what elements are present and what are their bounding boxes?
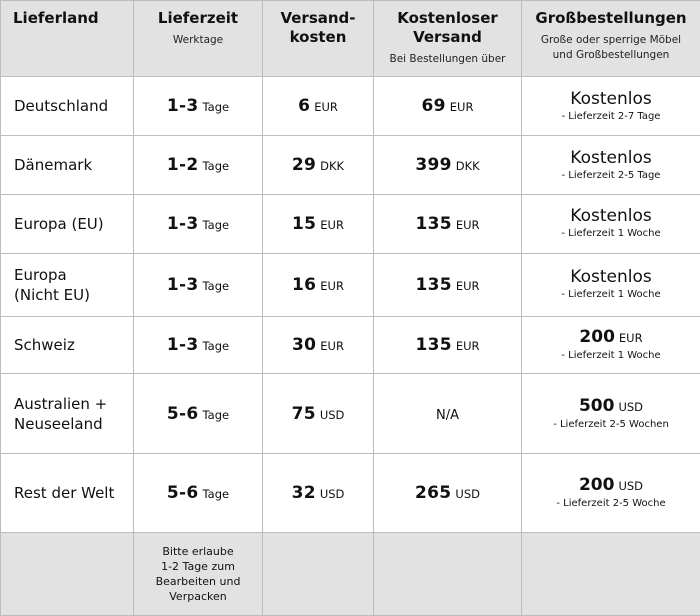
free-shipping-threshold: 69 [421, 96, 446, 117]
bulk-price [522, 396, 700, 417]
shipping-cost: 32 [291, 483, 316, 504]
delivery-unit: Tage [202, 100, 230, 115]
bulk-cell [522, 194, 700, 253]
delivery-days: 1-3 [166, 96, 199, 117]
delivery-cell [134, 373, 263, 454]
shipping-currency: EUR [320, 278, 344, 293]
delivery-cell [134, 316, 263, 373]
country-name: Australien + [14, 394, 108, 413]
shipping-cell [263, 254, 374, 316]
country-cell [1, 254, 134, 316]
processing-note-line2: 1-2 Tage zum [161, 560, 235, 573]
delivery-cell [134, 454, 263, 533]
header-shipping-title-line1: Versand- [280, 9, 356, 27]
header-free [374, 1, 522, 77]
bulk-delivery-time: - Lieferzeit 1 Woche [561, 228, 661, 240]
footer-empty-cell [374, 533, 522, 616]
footer-empty-cell [522, 533, 700, 616]
processing-note-line3: Bearbeiten und [155, 575, 241, 588]
delivery-cell [134, 77, 263, 136]
free-shipping-currency: USD [455, 487, 480, 502]
free-shipping-cell [374, 373, 522, 454]
country-cell [1, 373, 134, 454]
bulk-price: Kostenlos [570, 267, 652, 288]
delivery-unit: Tage [202, 487, 230, 502]
delivery-days: 5-6 [166, 483, 199, 504]
shipping-cell [263, 454, 374, 533]
shipping-cell [263, 77, 374, 136]
header-bulk-sub-line1: Große oder sperrige Möbel [540, 34, 682, 46]
delivery-days: 1-3 [166, 274, 199, 295]
footer-note-cell [134, 533, 263, 616]
header-shipping [263, 1, 374, 77]
table-row [1, 373, 700, 454]
bulk-price-value: 500 [578, 395, 615, 416]
header-country-title: Lieferland [13, 9, 99, 27]
country-name-line2: (Nicht EU) [14, 285, 90, 304]
free-shipping-currency: DKK [455, 159, 480, 174]
free-shipping-threshold: 399 [415, 155, 452, 176]
free-shipping-threshold: 265 [415, 483, 452, 504]
footer-empty-cell [1, 533, 134, 616]
shipping-cost: 29 [291, 155, 317, 176]
bulk-delivery-time: - Lieferzeit 2-5 Wochen [553, 418, 669, 430]
delivery-unit: Tage [202, 338, 230, 353]
bulk-delivery-time: - Lieferzeit 2-7 Tage [561, 110, 661, 122]
shipping-currency: USD [319, 407, 345, 422]
free-shipping-cell [374, 77, 522, 136]
delivery-unit: Tage [202, 278, 230, 293]
country-cell [1, 136, 134, 194]
header-delivery-title: Lieferzeit [157, 9, 239, 27]
header-free-title [374, 9, 521, 47]
shipping-currency: EUR [314, 100, 338, 115]
bulk-price-value: 200 [578, 475, 615, 496]
free-shipping-currency: EUR [455, 278, 480, 293]
country-cell [1, 316, 134, 373]
table-row [1, 454, 700, 533]
bulk-cell [522, 316, 700, 373]
free-shipping-cell [374, 316, 522, 373]
header-bulk-sub-line2: und Großbestellungen [552, 49, 670, 61]
bulk-price: Kostenlos [570, 206, 652, 227]
free-shipping-na: N/A [436, 408, 459, 424]
delivery-days: 1-3 [166, 213, 199, 234]
header-bulk-sub [522, 33, 700, 63]
bulk-price [522, 475, 700, 496]
free-shipping-cell [374, 254, 522, 316]
free-shipping-cell [374, 194, 522, 253]
country-name: Europa [14, 265, 67, 284]
bulk-cell [522, 77, 700, 136]
country-name: Europa (EU) [14, 214, 104, 233]
footer-empty-cell [263, 533, 374, 616]
bulk-cell [522, 454, 700, 533]
bulk-price-currency: USD [618, 399, 644, 414]
header-country [1, 1, 134, 77]
free-shipping-threshold: 135 [415, 213, 452, 234]
bulk-delivery-time: - Lieferzeit 1 Woche [561, 349, 661, 361]
shipping-cost: 15 [292, 213, 317, 234]
delivery-cell [134, 136, 263, 194]
bulk-price [522, 327, 700, 348]
shipping-currency: EUR [320, 338, 344, 353]
free-shipping-currency: EUR [455, 217, 480, 232]
shipping-cost: 75 [291, 403, 316, 424]
shipping-cell [263, 136, 374, 194]
header-shipping-title [263, 9, 373, 47]
bulk-price-value: 200 [579, 326, 615, 347]
bulk-price: Kostenlos [570, 147, 652, 168]
header-free-title-line2: Versand [413, 28, 482, 46]
footer-row [1, 533, 700, 616]
free-shipping-currency: EUR [455, 338, 480, 353]
processing-note-line4: Verpacken [169, 590, 227, 603]
header-bulk [522, 1, 700, 77]
country-name: Rest der Welt [14, 484, 115, 503]
header-free-title-line1: Kostenloser [397, 9, 498, 27]
delivery-days: 1-3 [166, 334, 199, 355]
shipping-cost: 30 [292, 334, 317, 355]
delivery-unit: Tage [202, 159, 230, 174]
table-row [1, 316, 700, 373]
delivery-days: 1-2 [166, 155, 199, 176]
shipping-cost: 16 [292, 274, 317, 295]
header-delivery-sub: Werktage [172, 34, 224, 46]
bulk-price-currency: EUR [618, 330, 643, 345]
country-cell [1, 194, 134, 253]
table-row [1, 194, 700, 253]
table-header [1, 1, 700, 77]
header-shipping-title-line2: kosten [289, 28, 347, 46]
country-name-line2: Neuseeland [14, 414, 103, 433]
bulk-cell [522, 373, 700, 454]
bulk-delivery-time: - Lieferzeit 2-5 Woche [556, 498, 666, 510]
bulk-cell [522, 254, 700, 316]
bulk-delivery-time: - Lieferzeit 1 Woche [561, 289, 661, 301]
bulk-delivery-time: - Lieferzeit 2-5 Tage [561, 169, 661, 181]
bulk-cell [522, 136, 700, 194]
country-name: Dänemark [14, 156, 93, 175]
free-shipping-threshold: 135 [415, 274, 452, 295]
table-row [1, 136, 700, 194]
header-delivery [134, 1, 263, 77]
bulk-price: Kostenlos [570, 88, 652, 109]
processing-note-line1: Bitte erlaube [162, 545, 234, 558]
bulk-price-currency: USD [618, 479, 644, 494]
shipping-currency: DKK [320, 159, 345, 174]
country-name: Deutschland [14, 97, 109, 116]
country-name: Schweiz [14, 335, 75, 354]
country-cell [1, 77, 134, 136]
delivery-days: 5-6 [166, 403, 199, 424]
table-body [1, 77, 700, 533]
shipping-cell [263, 194, 374, 253]
table-row [1, 254, 700, 316]
delivery-unit: Tage [202, 217, 230, 232]
delivery-cell [134, 254, 263, 316]
shipping-cost: 6 [298, 96, 311, 117]
table-row [1, 77, 700, 136]
header-bulk-title: Großbestellungen [535, 9, 687, 27]
table-footer [1, 533, 700, 616]
shipping-currency: EUR [320, 217, 344, 232]
header-row [1, 1, 700, 77]
shipping-cell [263, 373, 374, 454]
processing-note [134, 544, 262, 604]
free-shipping-cell [374, 136, 522, 194]
header-free-sub: Bei Bestellungen über [389, 53, 506, 65]
country-cell [1, 454, 134, 533]
shipping-cell [263, 316, 374, 373]
free-shipping-threshold: 135 [415, 334, 452, 355]
free-shipping-cell [374, 454, 522, 533]
free-shipping-currency: EUR [449, 100, 474, 115]
delivery-unit: Tage [202, 407, 230, 422]
shipping-currency: USD [319, 487, 345, 502]
delivery-cell [134, 194, 263, 253]
